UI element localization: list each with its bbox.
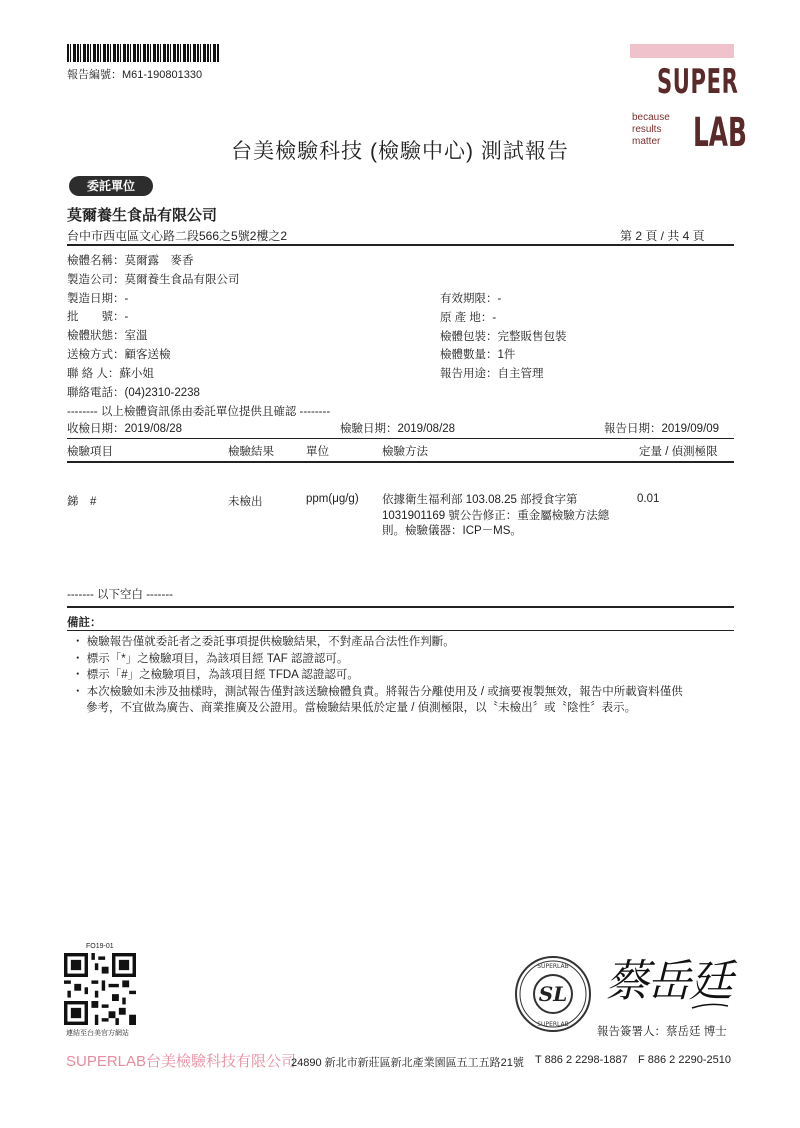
svg-text:SUPERLAB: SUPERLAB bbox=[537, 963, 569, 970]
list-item: ・ 本次檢驗如未涉及抽樣時，測試報告僅對該送驗檢體負責。將報告分離使用及 / 或摘要複製無效，報告中所載資料僅供 bbox=[72, 685, 683, 698]
test-method: 依據衛生福利部 103.08.25 部授食字第 1031901169 號公告修正：重金屬檢驗方法總 則。檢驗儀器：ICP－MS。 bbox=[382, 494, 610, 537]
contact-person: 聯 絡 人：蘇小姐 bbox=[67, 367, 154, 380]
remarks-title: 備註： bbox=[67, 617, 102, 629]
sample-info-right bbox=[440, 290, 567, 384]
signature: 蔡岳廷 bbox=[605, 956, 731, 1007]
list-item: 參考，不宜做為廣告、商業推廣及公證用。當檢驗結果低於定量 / 偵測極限，以〝未檢出〞或〝陰性〞表示。 bbox=[86, 702, 637, 714]
sample-name: 檢體名稱：莫爾露 麥香 bbox=[67, 255, 194, 267]
test-item: 銻 # bbox=[67, 496, 97, 508]
divider bbox=[67, 438, 734, 439]
sample-state: 檢體狀態：室溫 bbox=[67, 330, 148, 343]
report-date: 報告日期：2019/09/09 bbox=[604, 423, 720, 435]
col-header-item: 檢驗項目 bbox=[67, 446, 113, 458]
form-code: FO19-01 bbox=[86, 943, 114, 950]
svg-text:SUPERLAB: SUPERLAB bbox=[537, 1021, 569, 1028]
contact-phone: 聯絡電話：(04)2310-2238 bbox=[67, 386, 200, 399]
origin: 原 產 地：- bbox=[440, 311, 497, 324]
test-result: 未檢出 bbox=[228, 496, 263, 508]
footer-fax: F 886 2 2290-2510 bbox=[638, 1054, 731, 1066]
client-badge: 委託單位 bbox=[69, 176, 153, 196]
list-item: ・ 標示「*」之檢驗項目，為該項目經 TAF 認證認可。 bbox=[72, 652, 349, 665]
svg-text:SL: SL bbox=[538, 982, 568, 1006]
barcode bbox=[67, 44, 219, 62]
signature-flourish bbox=[690, 1000, 730, 1012]
qr-code[interactable] bbox=[64, 953, 136, 1025]
logo-accent-bar bbox=[630, 44, 734, 58]
logo-lab: LAB bbox=[693, 110, 747, 156]
col-header-unit: 單位 bbox=[306, 446, 329, 458]
list-item: ・ 標示「#」之檢驗項目，為該項目經 TFDA 認證認可。 bbox=[72, 669, 359, 681]
test-unit: ppm(μg/g) bbox=[306, 493, 359, 505]
report-purpose: 報告用途：自主管理 bbox=[440, 368, 544, 381]
list-item: ・ 檢驗報告僅就委託者之委託事項提供檢驗結果，不對產品合法性作判斷。 bbox=[72, 636, 455, 648]
test-limit: 0.01 bbox=[637, 493, 660, 505]
end-of-table-note: ------- 以下空白 ------- bbox=[67, 589, 174, 601]
manufacturer: 製造公司：莫爾養生食品有限公司 bbox=[67, 273, 240, 286]
col-header-limit: 定量 / 偵測極限 bbox=[639, 446, 718, 458]
footer-phone: T 886 2 2298-1887 bbox=[535, 1054, 628, 1066]
col-header-method: 檢驗方法 bbox=[382, 446, 428, 458]
signer-name: 報告簽署人：蔡岳廷 博士 bbox=[597, 1026, 727, 1038]
divider bbox=[67, 606, 734, 608]
col-header-result: 檢驗結果 bbox=[228, 446, 274, 458]
page-indicator: 第 2 頁 / 共 4 頁 bbox=[620, 229, 705, 243]
divider bbox=[67, 461, 734, 463]
footer-company: SUPERLAB台美檢驗科技有限公司 bbox=[66, 1053, 297, 1070]
expiry-date: 有效期限：- bbox=[440, 293, 502, 305]
lab-seal bbox=[514, 955, 592, 1033]
manufacture-date: 製造日期：- bbox=[67, 292, 129, 305]
logo-tagline: because results matter bbox=[632, 112, 670, 147]
delivery-method: 送檢方式：顧客送檢 bbox=[67, 348, 171, 361]
sample-info-note: -------- 以上檢體資訊係由委託單位提供且確認 -------- bbox=[67, 406, 331, 418]
remarks-list bbox=[72, 634, 683, 717]
report-number: 報告編號：M61-190801330 bbox=[67, 69, 203, 81]
received-date: 收檢日期：2019/08/28 bbox=[67, 423, 183, 435]
qr-caption: 連結至台美官方網站 bbox=[66, 1030, 129, 1037]
logo-super: SUPER bbox=[657, 62, 739, 102]
divider bbox=[67, 244, 734, 246]
client-company: 莫爾養生食品有限公司 bbox=[67, 207, 218, 224]
divider bbox=[67, 630, 734, 631]
test-date: 檢驗日期：2019/08/28 bbox=[340, 423, 456, 435]
page-title: 台美檢驗科技 (檢驗中心) 測試報告 bbox=[231, 140, 569, 163]
packaging: 檢體包裝：完整販售包裝 bbox=[440, 330, 567, 343]
footer-address: 24890 新北市新莊區新北產業園區五工五路21號 bbox=[291, 1057, 524, 1069]
client-address: 台中市西屯區文心路二段566之5號2樓之2 bbox=[67, 229, 288, 243]
quantity: 檢體數量：1件 bbox=[440, 349, 516, 362]
sample-info-left bbox=[67, 252, 240, 402]
batch-number: 批 號：- bbox=[67, 311, 129, 324]
